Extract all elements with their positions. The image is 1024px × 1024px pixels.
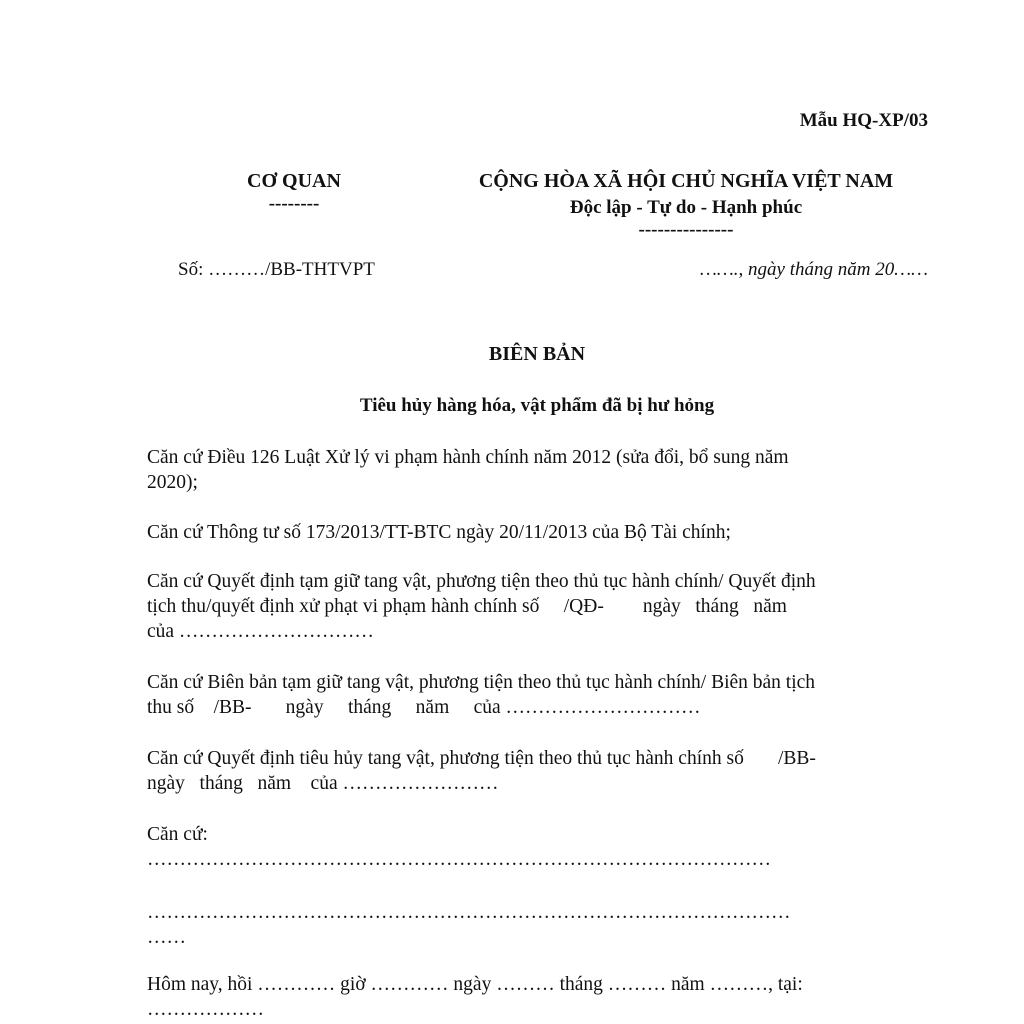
paragraph-line: ngày tháng năm của …………………… <box>147 773 499 794</box>
paragraph-line: Căn cứ Biên bản tạm giữ tang vật, phương tiện theo thủ tục hành chính/ Biên bản tịch <box>147 672 816 693</box>
paragraph-line: tịch thu/quyết định xử phạt vi phạm hành chính số /QĐ- ngày tháng năm <box>147 596 787 617</box>
motto-rule: --------------- <box>638 219 734 240</box>
paragraph-line: Căn cứ Thông tư số 173/2013/TT-BTC ngày 20/11/2013 của Bộ Tài chính; <box>147 522 731 543</box>
republic-name: CỘNG HÒA XÃ HỘI CHỦ NGHĨA VIỆT NAM <box>478 170 894 192</box>
paragraph-legal-basis-6 <box>147 822 922 872</box>
paragraph-line: ……………………………………………………………………………………… <box>147 902 791 923</box>
paragraph-line: Căn cứ: <box>147 824 208 845</box>
agency-name: CƠ QUAN <box>247 170 341 192</box>
paragraph-legal-basis-5 <box>147 746 922 796</box>
paragraph-line: 2020); <box>147 472 198 493</box>
paragraph-line: ……………… <box>147 999 264 1020</box>
paragraph-line: thu số /BB- ngày tháng năm của ………………………… <box>147 697 701 718</box>
paragraph-legal-basis-2 <box>147 520 922 545</box>
paragraph-line: của ………………………… <box>147 621 374 642</box>
paragraph-legal-basis-4 <box>147 670 922 720</box>
form-code: Mẫu HQ-XP/03 <box>799 110 928 131</box>
place-date: ……., ngày tháng năm 20…… <box>699 259 928 280</box>
paragraph-line: Căn cứ Quyết định tạm giữ tang vật, phương tiện theo thủ tục hành chính/ Quyết định <box>147 571 816 592</box>
paragraph-legal-basis-3 <box>147 569 922 644</box>
paragraph-time-place <box>147 972 922 1022</box>
paragraph-line: …… <box>147 927 186 948</box>
paragraph-line: Căn cứ Quyết định tiêu hủy tang vật, phương tiện theo thủ tục hành chính số /BB- <box>147 748 816 769</box>
document-number: Số: ………/BB-THTVPT <box>178 259 375 280</box>
paragraph-line: Căn cứ Điều 126 Luật Xử lý vi phạm hành chính năm 2012 (sửa đổi, bổ sung năm <box>147 447 789 468</box>
paragraph-line: …………………………………………………………………………………… <box>147 849 771 870</box>
paragraph-blank-lines <box>147 900 922 950</box>
document-subtitle: Tiêu hủy hàng hóa, vật phẩm đã bị hư hỏng <box>359 395 715 416</box>
agency-rule: -------- <box>268 193 320 214</box>
paragraph-legal-basis-1 <box>147 445 922 495</box>
document-title: BIÊN BẢN <box>488 343 586 365</box>
motto: Độc lập - Tự do - Hạnh phúc <box>569 197 803 218</box>
paragraph-line: Hôm nay, hồi ………… giờ ………… ngày ……… tháng ……… năm ………, tại: <box>147 974 803 995</box>
